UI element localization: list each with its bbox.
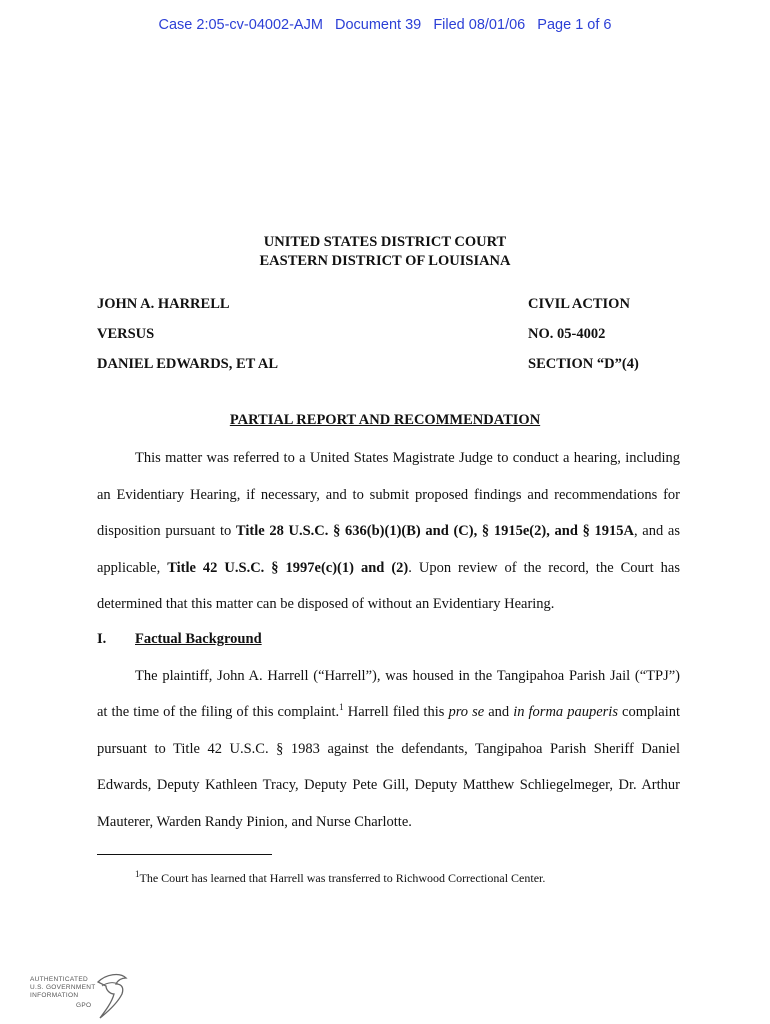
caption-row-1 [97,296,687,313]
intro-line-3: disposition pursuant to Title 28 U.S.C. § 636(b)(1)(B) and (C), § 1915e(2), and § 1915A, and as [97,523,680,539]
court-district: EASTERN DISTRICT OF LOUISIANA [259,253,511,269]
footnote-reference: 1 [339,702,344,713]
footnote-mark: 1 [135,869,140,879]
court-name: UNITED STATES DISTRICT COURT [263,234,507,250]
gpo-line-3: INFORMATION [30,992,79,999]
intro-line-1: This matter was referred to a United States Magistrate Judge to conduct a hearing, including [135,450,680,466]
section-heading [97,631,262,648]
gpo-line-2: U.S. GOVERNMENT [30,984,96,991]
footnote [135,871,545,886]
intro-line-2: an Evidentiary Hearing, if necessary, and to submit proposed findings and recommendations for [97,487,680,503]
gpo-line-4: GPO [76,1002,92,1009]
report-title: PARTIAL REPORT AND RECOMMENDATION [229,412,541,428]
statute-citation: Title 28 U.S.C. § 636(b)(1)(B) and (C), § 1915e(2), and § 1915A [235,523,634,539]
civil-action-label: CIVIL ACTION [528,296,630,312]
court-heading [0,233,770,271]
caption-row-3 [97,356,687,373]
facts-line-2: at the time of the filing of this complaint.$^1$ Harrell filed this pro se and in forma pauperis complaint [97,702,680,720]
plaintiff-name: JOHN A. HARRELL [97,296,230,312]
gpo-authentication-seal [30,972,140,1022]
eagle-icon [92,972,132,1022]
facts-line-5: Mauterer, Warden Randy Pinion, and Nurse Charlotte. [97,814,412,830]
caption-row-2 [97,326,687,343]
filing-stamp: Case 2:05-cv-04002-AJM Document 39 Filed 08/01/06 Page 1 of 6 [158,17,612,33]
versus-label: VERSUS [97,326,155,342]
section-title: Factual Background [135,631,262,647]
facts-line-4: Edwards, Deputy Kathleen Tracy, Deputy Pete Gill, Deputy Matthew Schliegelmeger, Dr. Arthur [97,777,680,793]
facts-line-3: pursuant to Title 42 U.S.C. § 1983 against the defendants, Tangipahoa Parish Sheriff Daniel [97,741,680,757]
case-number: NO. 05-4002 [528,326,606,342]
intro-line-4: applicable, Title 42 U.S.C. § 1997e(c)(1) and (2). Upon review of the record, the Court has [97,560,680,576]
defendant-name: DANIEL EDWARDS, ET AL [97,356,279,372]
gpo-line-1: AUTHENTICATED [30,976,88,983]
statute-citation-2: Title 42 U.S.C. § 1997e(c)(1) and (2) [167,560,409,576]
footnote-divider [97,854,272,855]
section-label: SECTION “D”(4) [528,356,639,372]
footnote-text: The Court has learned that Harrell was transferred to Richwood Correctional Center. [139,871,546,885]
section-number: I. [97,631,107,647]
intro-line-5: determined that this matter can be disposed of without an Evidentiary Hearing. [97,596,555,612]
facts-line-1: The plaintiff, John A. Harrell (“Harrell”), was housed in the Tangipahoa Parish Jail (“TPJ”) [135,668,680,684]
